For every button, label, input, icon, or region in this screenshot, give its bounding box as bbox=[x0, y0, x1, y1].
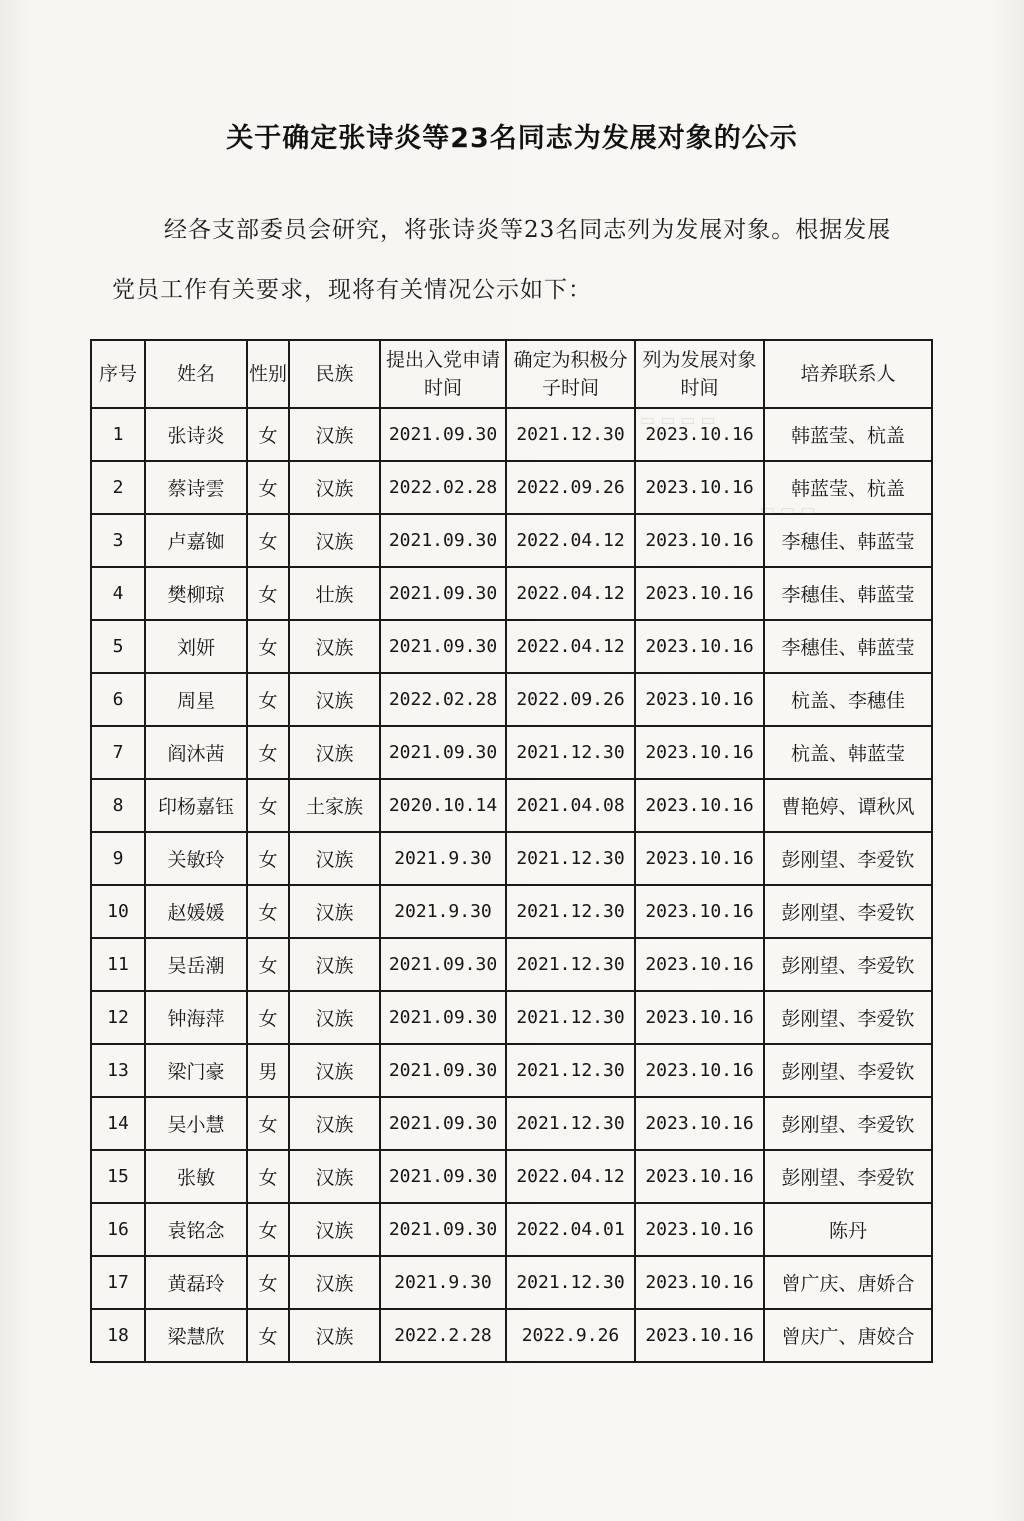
table-row bbox=[91, 779, 932, 832]
cell-gender: 女 bbox=[247, 514, 289, 567]
table-row bbox=[91, 938, 932, 991]
cell-gender: 女 bbox=[247, 885, 289, 938]
cell-candidate-date: 2023.10.16 bbox=[635, 514, 764, 567]
cell-contacts: 陈丹 bbox=[764, 1203, 932, 1256]
cell-candidate-date: 2023.10.16 bbox=[635, 991, 764, 1044]
cell-activist-date: 2022.04.01 bbox=[506, 1203, 635, 1256]
header-contacts: 培养联系人 bbox=[764, 340, 932, 408]
table-row bbox=[91, 620, 932, 673]
cell-ethnicity: 壮族 bbox=[289, 567, 380, 620]
table-header bbox=[91, 340, 932, 408]
cell-candidate-date: 2023.10.16 bbox=[635, 726, 764, 779]
cell-contacts: 杭盖、韩蓝莹 bbox=[764, 726, 932, 779]
cell-name: 梁慧欣 bbox=[145, 1309, 247, 1362]
cell-name: 钟海萍 bbox=[145, 991, 247, 1044]
cell-seq: 14 bbox=[91, 1097, 145, 1150]
cell-gender: 女 bbox=[247, 832, 289, 885]
cell-gender: 女 bbox=[247, 938, 289, 991]
header-ethnicity: 民族 bbox=[289, 340, 380, 408]
cell-candidate-date: 2023.10.16 bbox=[635, 779, 764, 832]
cell-seq: 17 bbox=[91, 1256, 145, 1309]
cell-application-date: 2021.09.30 bbox=[380, 726, 506, 779]
cell-ethnicity: 汉族 bbox=[289, 620, 380, 673]
table-row bbox=[91, 514, 932, 567]
cell-ethnicity: 汉族 bbox=[289, 832, 380, 885]
cell-candidate-date: 2023.10.16 bbox=[635, 673, 764, 726]
cell-contacts: 韩蓝莹、杭盖 bbox=[764, 461, 932, 514]
cell-name: 刘妍 bbox=[145, 620, 247, 673]
cell-name: 袁铭念 bbox=[145, 1203, 247, 1256]
cell-application-date: 2021.09.30 bbox=[380, 991, 506, 1044]
cell-contacts: 彭刚望、李爱钦 bbox=[764, 938, 932, 991]
cell-name: 印杨嘉钰 bbox=[145, 779, 247, 832]
cell-activist-date: 2022.04.12 bbox=[506, 514, 635, 567]
cell-ethnicity: 汉族 bbox=[289, 408, 380, 461]
cell-gender: 女 bbox=[247, 991, 289, 1044]
cell-contacts: 曹艳婷、谭秋风 bbox=[764, 779, 932, 832]
cell-candidate-date: 2023.10.16 bbox=[635, 1203, 764, 1256]
cell-gender: 男 bbox=[247, 1044, 289, 1097]
cell-application-date: 2021.9.30 bbox=[380, 1256, 506, 1309]
cell-ethnicity: 汉族 bbox=[289, 514, 380, 567]
cell-activist-date: 2022.09.26 bbox=[506, 461, 635, 514]
cell-candidate-date: 2023.10.16 bbox=[635, 1097, 764, 1150]
cell-activist-date: 2021.12.30 bbox=[506, 885, 635, 938]
cell-gender: 女 bbox=[247, 726, 289, 779]
cell-contacts: 彭刚望、李爱钦 bbox=[764, 1097, 932, 1150]
cell-seq: 18 bbox=[91, 1309, 145, 1362]
cell-seq: 11 bbox=[91, 938, 145, 991]
cell-name: 樊柳琼 bbox=[145, 567, 247, 620]
cell-candidate-date: 2023.10.16 bbox=[635, 567, 764, 620]
cell-activist-date: 2021.12.30 bbox=[506, 832, 635, 885]
cell-seq: 1 bbox=[91, 408, 145, 461]
header-row bbox=[91, 340, 932, 408]
cell-ethnicity: 汉族 bbox=[289, 461, 380, 514]
cell-name: 张诗炎 bbox=[145, 408, 247, 461]
cell-seq: 15 bbox=[91, 1150, 145, 1203]
cell-candidate-date: 2023.10.16 bbox=[635, 1309, 764, 1362]
cell-application-date: 2021.09.30 bbox=[380, 620, 506, 673]
table-body bbox=[91, 408, 932, 1362]
cell-contacts: 彭刚望、李爱钦 bbox=[764, 885, 932, 938]
header-gender: 性别 bbox=[247, 340, 289, 408]
cell-application-date: 2021.09.30 bbox=[380, 938, 506, 991]
cell-seq: 13 bbox=[91, 1044, 145, 1097]
table-row bbox=[91, 1203, 932, 1256]
cell-gender: 女 bbox=[247, 620, 289, 673]
cell-ethnicity: 汉族 bbox=[289, 938, 380, 991]
cell-ethnicity: 汉族 bbox=[289, 1097, 380, 1150]
table-row bbox=[91, 673, 932, 726]
cell-seq: 6 bbox=[91, 673, 145, 726]
cell-name: 蔡诗雲 bbox=[145, 461, 247, 514]
cell-gender: 女 bbox=[247, 461, 289, 514]
cell-gender: 女 bbox=[247, 1097, 289, 1150]
table-row bbox=[91, 885, 932, 938]
cell-contacts: 彭刚望、李爱钦 bbox=[764, 832, 932, 885]
cell-activist-date: 2022.04.12 bbox=[506, 1150, 635, 1203]
table-row bbox=[91, 1150, 932, 1203]
cell-application-date: 2021.09.30 bbox=[380, 1203, 506, 1256]
cell-ethnicity: 汉族 bbox=[289, 1044, 380, 1097]
intro-paragraph: 经各支部委员会研究，将张诗炎等23名同志列为发展对象。根据发展党员工作有关要求，现将有关情况公示如下： bbox=[112, 217, 892, 303]
candidate-table bbox=[90, 339, 933, 1363]
cell-name: 卢嘉铷 bbox=[145, 514, 247, 567]
cell-activist-date: 2021.12.30 bbox=[506, 1097, 635, 1150]
cell-ethnicity: 汉族 bbox=[289, 1256, 380, 1309]
cell-application-date: 2022.02.28 bbox=[380, 461, 506, 514]
cell-activist-date: 2021.04.08 bbox=[506, 779, 635, 832]
table-row bbox=[91, 1044, 932, 1097]
cell-gender: 女 bbox=[247, 1203, 289, 1256]
cell-gender: 女 bbox=[247, 567, 289, 620]
bleed-through-mark: ▭ ▭ ▭ bbox=[760, 500, 816, 519]
cell-gender: 女 bbox=[247, 1309, 289, 1362]
cell-seq: 16 bbox=[91, 1203, 145, 1256]
cell-name: 关敏玲 bbox=[145, 832, 247, 885]
cell-contacts: 彭刚望、李爱钦 bbox=[764, 1150, 932, 1203]
table-row bbox=[91, 991, 932, 1044]
cell-activist-date: 2021.12.30 bbox=[506, 1256, 635, 1309]
cell-application-date: 2021.09.30 bbox=[380, 1150, 506, 1203]
cell-seq: 7 bbox=[91, 726, 145, 779]
bleed-through-mark: ▭ ▭ ▭ ▭ bbox=[640, 410, 716, 429]
cell-name: 周星 bbox=[145, 673, 247, 726]
header-name: 姓名 bbox=[145, 340, 247, 408]
cell-name: 黄磊玲 bbox=[145, 1256, 247, 1309]
cell-ethnicity: 汉族 bbox=[289, 726, 380, 779]
cell-name: 赵媛媛 bbox=[145, 885, 247, 938]
header-seq: 序号 bbox=[91, 340, 145, 408]
table-row bbox=[91, 1309, 932, 1362]
cell-ethnicity: 土家族 bbox=[289, 779, 380, 832]
cell-ethnicity: 汉族 bbox=[289, 991, 380, 1044]
cell-activist-date: 2022.9.26 bbox=[506, 1309, 635, 1362]
cell-contacts: 李穗佳、韩蓝莹 bbox=[764, 620, 932, 673]
cell-application-date: 2021.09.30 bbox=[380, 408, 506, 461]
cell-contacts: 李穗佳、韩蓝莹 bbox=[764, 567, 932, 620]
cell-candidate-date: 2023.10.16 bbox=[635, 620, 764, 673]
cell-contacts: 韩蓝莹、杭盖 bbox=[764, 408, 932, 461]
cell-gender: 女 bbox=[247, 673, 289, 726]
cell-application-date: 2021.09.30 bbox=[380, 1097, 506, 1150]
cell-application-date: 2020.10.14 bbox=[380, 779, 506, 832]
table-row bbox=[91, 408, 932, 461]
cell-candidate-date: 2023.10.16 bbox=[635, 1044, 764, 1097]
cell-name: 吴岳潮 bbox=[145, 938, 247, 991]
cell-activist-date: 2022.04.12 bbox=[506, 620, 635, 673]
table-row bbox=[91, 461, 932, 514]
table-row bbox=[91, 832, 932, 885]
table-row bbox=[91, 567, 932, 620]
cell-application-date: 2021.9.30 bbox=[380, 885, 506, 938]
cell-ethnicity: 汉族 bbox=[289, 1203, 380, 1256]
cell-candidate-date: 2023.10.16 bbox=[635, 832, 764, 885]
cell-application-date: 2021.09.30 bbox=[380, 567, 506, 620]
cell-seq: 5 bbox=[91, 620, 145, 673]
cell-ethnicity: 汉族 bbox=[289, 885, 380, 938]
cell-application-date: 2021.09.30 bbox=[380, 514, 506, 567]
cell-name: 梁门豪 bbox=[145, 1044, 247, 1097]
cell-seq: 9 bbox=[91, 832, 145, 885]
cell-activist-date: 2021.12.30 bbox=[506, 938, 635, 991]
cell-candidate-date: 2023.10.16 bbox=[635, 938, 764, 991]
cell-candidate-date: 2023.10.16 bbox=[635, 408, 764, 461]
cell-candidate-date: 2023.10.16 bbox=[635, 1256, 764, 1309]
cell-seq: 12 bbox=[91, 991, 145, 1044]
cell-gender: 女 bbox=[247, 408, 289, 461]
cell-seq: 3 bbox=[91, 514, 145, 567]
cell-activist-date: 2021.12.30 bbox=[506, 726, 635, 779]
cell-seq: 4 bbox=[91, 567, 145, 620]
cell-ethnicity: 汉族 bbox=[289, 1309, 380, 1362]
cell-contacts: 曾庆广、唐姣合 bbox=[764, 1309, 932, 1362]
cell-activist-date: 2022.09.26 bbox=[506, 673, 635, 726]
cell-contacts: 杭盖、李穗佳 bbox=[764, 673, 932, 726]
cell-gender: 女 bbox=[247, 1150, 289, 1203]
cell-contacts: 曾广庆、唐娇合 bbox=[764, 1256, 932, 1309]
cell-gender: 女 bbox=[247, 779, 289, 832]
cell-activist-date: 2021.12.30 bbox=[506, 1044, 635, 1097]
cell-gender: 女 bbox=[247, 1256, 289, 1309]
cell-seq: 8 bbox=[91, 779, 145, 832]
header-candidate-date: 列为发展对象时间 bbox=[635, 340, 764, 408]
cell-contacts: 李穗佳、韩蓝莹 bbox=[764, 514, 932, 567]
cell-application-date: 2021.09.30 bbox=[380, 1044, 506, 1097]
cell-contacts: 彭刚望、李爱钦 bbox=[764, 1044, 932, 1097]
cell-seq: 2 bbox=[91, 461, 145, 514]
cell-contacts: 彭刚望、李爱钦 bbox=[764, 991, 932, 1044]
cell-candidate-date: 2023.10.16 bbox=[635, 885, 764, 938]
table-row bbox=[91, 726, 932, 779]
cell-application-date: 2022.2.28 bbox=[380, 1309, 506, 1362]
cell-ethnicity: 汉族 bbox=[289, 1150, 380, 1203]
cell-activist-date: 2021.12.30 bbox=[506, 408, 635, 461]
cell-seq: 10 bbox=[91, 885, 145, 938]
cell-application-date: 2021.9.30 bbox=[380, 832, 506, 885]
header-application-date: 提出入党申请时间 bbox=[380, 340, 506, 408]
header-activist-date: 确定为积极分子时间 bbox=[506, 340, 635, 408]
cell-ethnicity: 汉族 bbox=[289, 673, 380, 726]
cell-candidate-date: 2023.10.16 bbox=[635, 1150, 764, 1203]
document-title: 关于确定张诗炎等23名同志为发展对象的公示 bbox=[226, 123, 798, 154]
cell-activist-date: 2021.12.30 bbox=[506, 991, 635, 1044]
cell-activist-date: 2022.04.12 bbox=[506, 567, 635, 620]
cell-candidate-date: 2023.10.16 bbox=[635, 461, 764, 514]
cell-name: 阎沐茜 bbox=[145, 726, 247, 779]
table-row bbox=[91, 1256, 932, 1309]
table-row bbox=[91, 1097, 932, 1150]
cell-name: 吴小慧 bbox=[145, 1097, 247, 1150]
cell-application-date: 2022.02.28 bbox=[380, 673, 506, 726]
cell-name: 张敏 bbox=[145, 1150, 247, 1203]
